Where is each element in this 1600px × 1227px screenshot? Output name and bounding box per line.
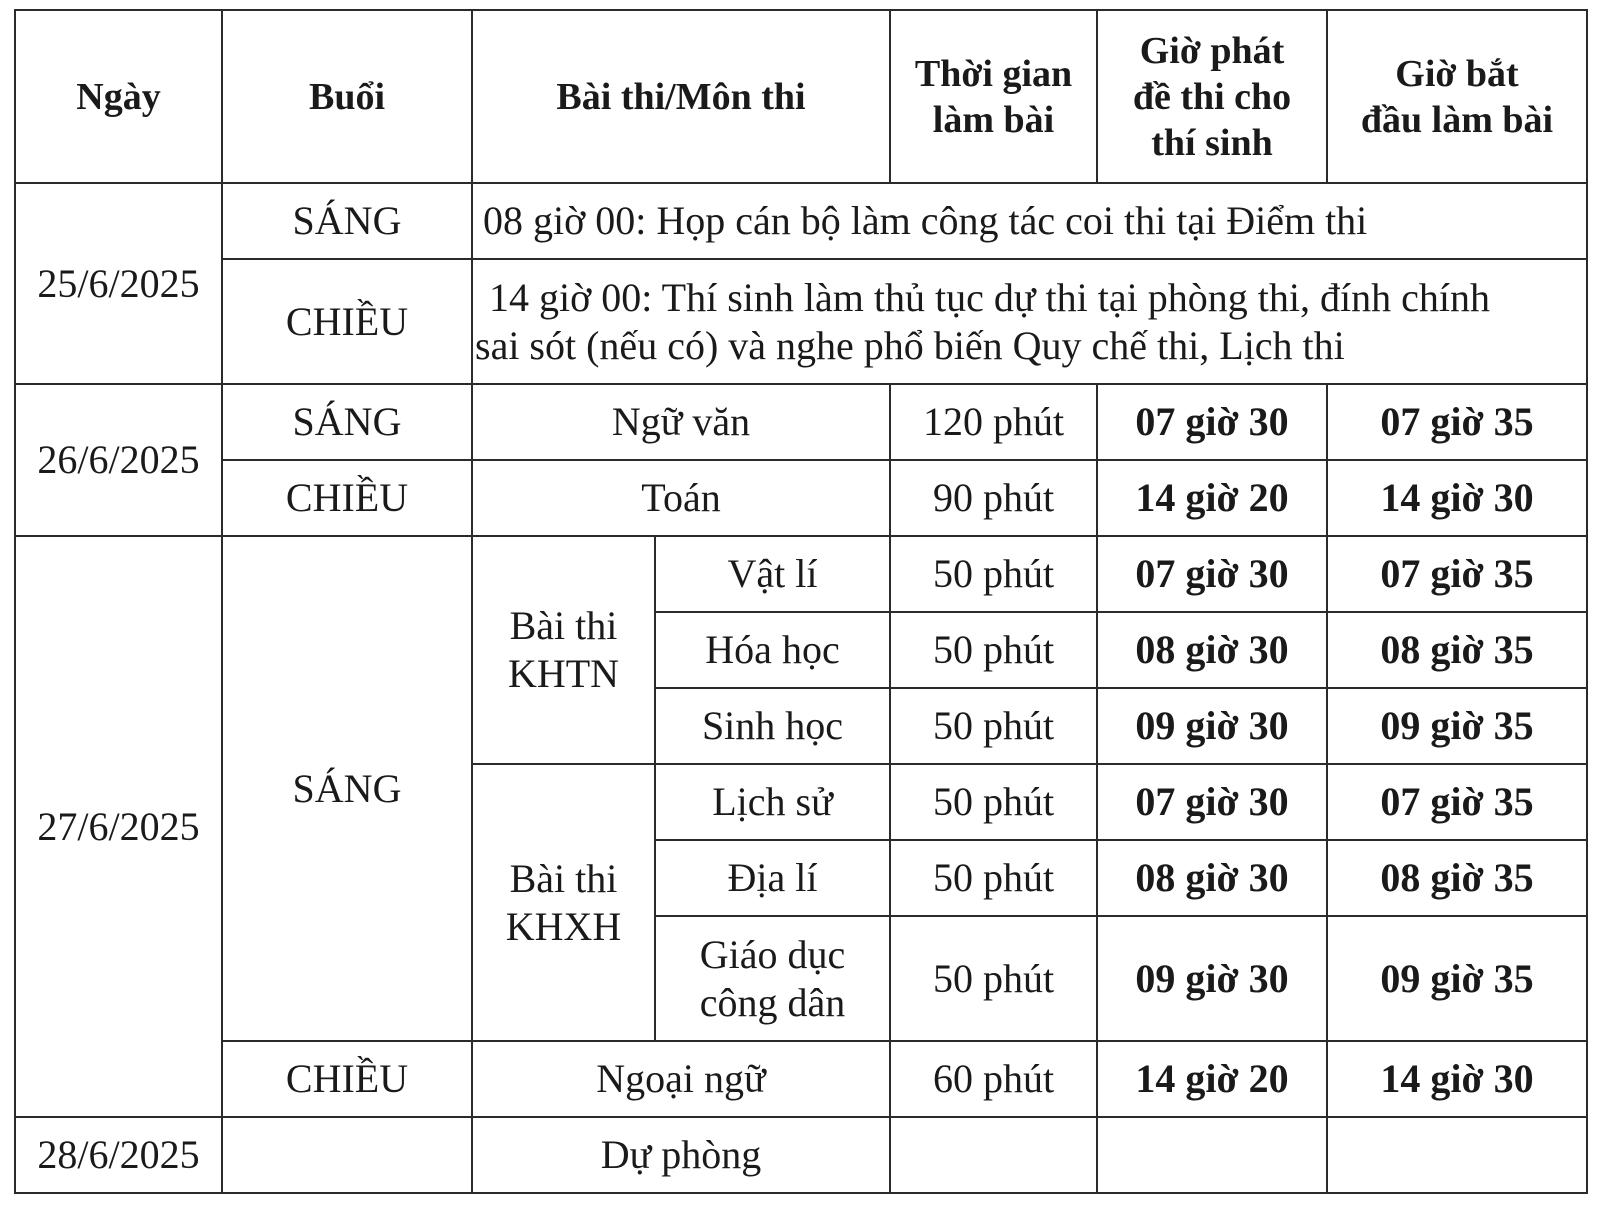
table-row	[15, 259, 1587, 384]
subject-cell: Giáo dục công dân	[655, 916, 890, 1041]
date-cell: 28/6/2025	[15, 1117, 222, 1193]
note-cell	[472, 183, 1587, 259]
duration-cell	[890, 1117, 1097, 1193]
session-cell: CHIỀU	[222, 259, 472, 384]
distribution-time-cell: 07 giờ 30	[1097, 764, 1327, 840]
subject-cell: Ngoại ngữ	[472, 1041, 890, 1117]
date-cell: 27/6/2025	[15, 536, 222, 1117]
duration-cell: 60 phút	[890, 1041, 1097, 1117]
exam-group-cell: Bài thi KHTN	[472, 536, 655, 764]
start-time-cell: 07 giờ 35	[1327, 536, 1587, 612]
start-time-cell: 07 giờ 35	[1327, 764, 1587, 840]
note-text-line1: 14 giờ 00: Thí sinh làm thủ tục dự thi tại phòng thi, đính chính	[489, 274, 1490, 320]
note-cell	[472, 259, 1587, 384]
table-row	[15, 1041, 1587, 1117]
subject-cell: Địa lí	[655, 840, 890, 916]
session-cell: SÁNG	[222, 536, 472, 1041]
distribution-time-cell	[1097, 1117, 1327, 1193]
start-time-cell: 14 giờ 30	[1327, 460, 1587, 536]
subject-cell: Toán	[472, 460, 890, 536]
start-time-cell: 08 giờ 35	[1327, 612, 1587, 688]
table-row	[15, 183, 1587, 259]
note-text-line2: sai sót (nếu có) và nghe phổ biến Quy chế thi, Lịch thi	[475, 322, 1345, 368]
duration-cell: 50 phút	[890, 612, 1097, 688]
start-time-cell: 08 giờ 35	[1327, 840, 1587, 916]
subject-cell: Vật lí	[655, 536, 890, 612]
duration-cell: 50 phút	[890, 688, 1097, 764]
start-time-cell: 07 giờ 35	[1327, 384, 1587, 460]
distribution-time-cell: 14 giờ 20	[1097, 1041, 1327, 1117]
duration-cell: 50 phút	[890, 764, 1097, 840]
exam-group-cell: Bài thi KHXH	[472, 764, 655, 1041]
distribution-time-cell: 07 giờ 30	[1097, 384, 1327, 460]
table-row	[15, 460, 1587, 536]
header-date: Ngày	[15, 10, 222, 183]
distribution-time-cell: 07 giờ 30	[1097, 536, 1327, 612]
note-text: 08 giờ 00: Họp cán bộ làm công tác coi thi tại Điểm thi	[483, 198, 1368, 243]
start-time-cell: 09 giờ 35	[1327, 688, 1587, 764]
duration-cell: 50 phút	[890, 536, 1097, 612]
session-cell: CHIỀU	[222, 1041, 472, 1117]
distribution-time-cell: 09 giờ 30	[1097, 688, 1327, 764]
distribution-time-cell: 09 giờ 30	[1097, 916, 1327, 1041]
duration-cell: 50 phút	[890, 840, 1097, 916]
header-start-time: Giờ bắt đầu làm bài	[1327, 10, 1587, 183]
session-cell	[222, 1117, 472, 1193]
duration-cell: 90 phút	[890, 460, 1097, 536]
start-time-cell: 14 giờ 30	[1327, 1041, 1587, 1117]
distribution-time-cell: 08 giờ 30	[1097, 840, 1327, 916]
session-cell: SÁNG	[222, 183, 472, 259]
subject-cell: Lịch sử	[655, 764, 890, 840]
subject-cell: Ngữ văn	[472, 384, 890, 460]
subject-cell: Hóa học	[655, 612, 890, 688]
date-cell: 26/6/2025	[15, 384, 222, 536]
subject-cell: Sinh học	[655, 688, 890, 764]
duration-cell: 120 phút	[890, 384, 1097, 460]
start-time-cell	[1327, 1117, 1587, 1193]
header-row	[15, 10, 1587, 183]
session-cell: CHIỀU	[222, 460, 472, 536]
date-cell: 25/6/2025	[15, 183, 222, 384]
distribution-time-cell: 08 giờ 30	[1097, 612, 1327, 688]
start-time-cell: 09 giờ 35	[1327, 916, 1587, 1041]
distribution-time-cell: 14 giờ 20	[1097, 460, 1327, 536]
table-row	[15, 384, 1587, 460]
header-subject: Bài thi/Môn thi	[472, 10, 890, 183]
table-row	[15, 1117, 1587, 1193]
header-session: Buổi	[222, 10, 472, 183]
subject-cell: Dự phòng	[472, 1117, 890, 1193]
duration-cell: 50 phút	[890, 916, 1097, 1041]
table-row	[15, 536, 1587, 612]
exam-schedule-table	[14, 9, 1588, 1194]
session-cell: SÁNG	[222, 384, 472, 460]
header-duration: Thời gian làm bài	[890, 10, 1097, 183]
header-distribution-time: Giờ phát đề thi cho thí sinh	[1097, 10, 1327, 183]
